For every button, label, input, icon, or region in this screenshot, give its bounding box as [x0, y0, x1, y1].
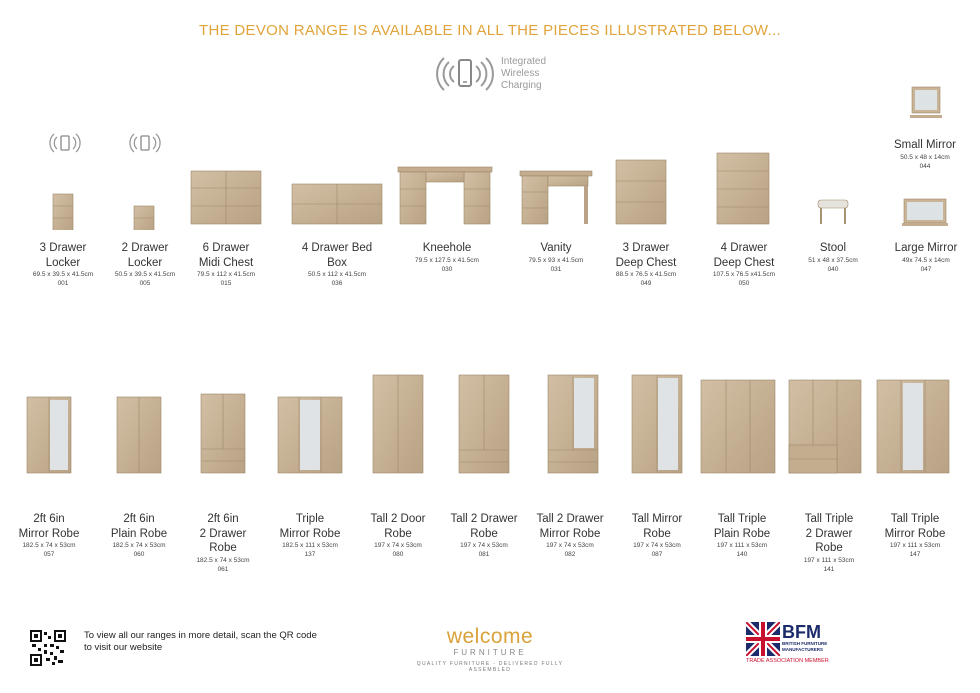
product-code: 137 — [304, 551, 316, 558]
product-dimensions: 107.5 x 76.5 x41.5cm — [712, 271, 776, 278]
product-code: 080 — [392, 551, 404, 558]
product-name: 2 Drawer — [199, 527, 247, 540]
product-dimensions: 50.5 x 112 x 41.5cm — [307, 271, 367, 278]
product-code: 047 — [920, 265, 932, 273]
product-item — [438, 512, 530, 559]
product-name: Robe — [470, 527, 498, 540]
product-name: 2 Drawer — [121, 242, 169, 254]
product-item — [696, 512, 788, 559]
product-name: Stool — [819, 242, 847, 254]
product-item — [3, 512, 95, 559]
union-flag-icon — [746, 622, 780, 656]
product-item — [397, 241, 497, 274]
product-code: 082 — [564, 551, 576, 558]
product-dimensions: 51 x 48 x 37.5cm — [808, 256, 858, 264]
product-item — [352, 512, 444, 559]
product-name: 2ft 6in — [207, 513, 239, 525]
product-code: 040 — [827, 265, 839, 273]
product-name: Plain Robe — [110, 527, 168, 540]
product-name: Locker — [45, 256, 81, 269]
product-dimensions: 197 x 111 x 53cm — [716, 542, 768, 549]
four-drawer-bed-box-image — [292, 184, 382, 224]
product-name: 2ft 6in — [33, 513, 65, 525]
product-dimensions: 50.5 x 39.5 x 41.5cm — [114, 271, 176, 278]
product-dimensions: 197 x 111 x 53cm — [889, 542, 941, 549]
product-dimensions: 182.5 x 74 x 53cm — [22, 542, 76, 549]
product-name: Kneehole — [422, 242, 472, 254]
product-name: Tall Mirror — [631, 513, 683, 525]
product-code: 015 — [220, 280, 232, 287]
product-name: Box — [327, 256, 347, 269]
product-item — [177, 512, 269, 574]
three-drawer-locker-image — [53, 194, 73, 230]
two-drawer-locker-image — [134, 206, 154, 230]
product-dimensions: 182.5 x 111 x 53cm — [282, 542, 338, 549]
welcome-furniture-logo: welcome FURNITURE QUALITY FURNITURE - DELIVERED FULLY ASSEMBLED — [416, 625, 564, 673]
product-item — [287, 241, 387, 288]
product-name: Tall Triple — [717, 513, 767, 525]
row2-illustrations — [0, 370, 980, 510]
product-code: 031 — [550, 265, 562, 273]
two-drawer-robe-image — [201, 394, 245, 473]
product-dimensions: 197 x 74 x 53cm — [374, 542, 422, 549]
plain-robe-image — [117, 397, 161, 473]
product-name: Mirror Robe — [884, 527, 946, 540]
stool-image — [818, 200, 848, 224]
tall-mirror-robe-image — [632, 375, 682, 473]
product-dimensions: 182.5 x 74 x 53cm — [112, 542, 166, 549]
product-item — [264, 512, 356, 559]
product-name: 3 Drawer — [39, 242, 87, 254]
product-code: 060 — [133, 551, 145, 558]
row1-illustrations — [0, 80, 980, 230]
product-item — [876, 241, 976, 274]
product-code: 061 — [217, 565, 229, 573]
wireless-charging-label: Integrated Wireless Charging — [501, 56, 547, 91]
product-name: 4 Drawer Bed — [301, 242, 373, 254]
product-code: 057 — [43, 551, 55, 558]
product-name: Robe — [209, 542, 237, 554]
product-item — [783, 512, 875, 574]
product-name: Plain Robe — [713, 527, 771, 540]
product-item — [783, 241, 883, 274]
bfm-logo: BFM BRITISH FURNITURE MANUFACTURERS TRADE ASSOCIATION MEMBER — [746, 622, 829, 664]
product-code: 036 — [331, 280, 343, 287]
six-drawer-midi-chest-image — [191, 171, 261, 224]
product-code: 050 — [738, 280, 750, 287]
product-name: Tall 2 Drawer — [536, 513, 604, 525]
product-name: Tall Triple — [890, 513, 940, 525]
page-heading: THE DEVON RANGE IS AVAILABLE IN ALL THE PIECES ILLUSTRATED BELOW... — [199, 22, 781, 39]
vanity-image — [520, 171, 592, 224]
product-code: 005 — [139, 280, 151, 287]
product-item — [93, 512, 185, 559]
product-name: Vanity — [540, 242, 572, 254]
product-dimensions: 182.5 x 74 x 53cm — [196, 556, 250, 564]
triple-mirror-robe-image — [278, 397, 342, 473]
product-dimensions: 197 x 74 x 53cm — [460, 542, 508, 549]
product-code: 081 — [478, 551, 490, 558]
tall-triple-plain-robe-image — [701, 380, 775, 473]
tall-triple-two-drawer-robe-image — [789, 380, 861, 473]
product-name: Mirror Robe — [18, 527, 80, 540]
product-name: 4 Drawer — [720, 242, 768, 254]
product-item — [694, 241, 794, 288]
product-code: 049 — [640, 280, 652, 287]
product-item — [611, 512, 703, 559]
product-name: Tall Triple — [804, 513, 854, 525]
product-name: Robe — [815, 542, 843, 554]
three-drawer-deep-chest-image — [616, 160, 666, 224]
kneehole-image — [398, 167, 492, 224]
product-code: 001 — [57, 280, 69, 287]
product-name: Mirror Robe — [279, 527, 341, 540]
product-item — [524, 512, 616, 559]
product-name: Robe — [643, 527, 671, 540]
product-item — [869, 512, 961, 559]
product-name: Mirror Robe — [539, 527, 601, 540]
product-name: Tall 2 Door — [370, 513, 426, 525]
product-name: Tall 2 Drawer — [450, 513, 518, 525]
product-dimensions: 79.5 x 127.5 x 41.5cm — [415, 256, 479, 264]
product-code: 141 — [823, 565, 835, 573]
product-name: Robe — [384, 527, 412, 540]
product-dimensions: 88.5 x 76.5 x 41.5cm — [615, 271, 677, 278]
product-dimensions: 197 x 111 x 53cm — [803, 556, 855, 564]
small-mirror-image — [908, 85, 944, 123]
product-code: 030 — [441, 265, 453, 273]
product-name: 6 Drawer — [202, 242, 250, 254]
product-name: Deep Chest — [713, 256, 775, 269]
product-name: 3 Drawer — [622, 242, 670, 254]
product-dimensions: 197 x 74 x 53cm — [546, 542, 594, 549]
large-mirror-image — [902, 199, 948, 226]
product-name: Large Mirror — [894, 242, 958, 254]
qr-instructions: To view all our ranges in more detail, scan the QR code to visit our website — [84, 630, 317, 653]
product-name: Locker — [127, 256, 163, 269]
product-code: 147 — [909, 551, 921, 558]
product-dimensions: 197 x 74 x 53cm — [633, 542, 681, 549]
tall-two-door-robe-image — [373, 375, 423, 473]
product-dimensions: 49x 74.5 x 14cm — [902, 256, 950, 264]
four-drawer-deep-chest-image — [717, 153, 769, 224]
product-dimensions: 79.5 x 112 x 41.5cm — [196, 271, 256, 278]
product-code: 140 — [736, 551, 748, 558]
product-name: 2 Drawer — [805, 527, 853, 540]
product-name: 2ft 6in — [123, 513, 155, 525]
product-name: Triple — [295, 513, 325, 525]
product-dimensions: 79.5 x 93 x 41.5cm — [528, 256, 584, 264]
product-item — [506, 241, 606, 274]
product-name: Midi Chest — [198, 256, 254, 269]
product-code: 087 — [651, 551, 663, 558]
qr-code-icon[interactable] — [30, 630, 66, 666]
small-mirror-item: Small Mirror 50.5 x 48 x 14cm 044 — [894, 139, 956, 170]
product-item — [596, 241, 696, 288]
product-name: Deep Chest — [615, 256, 677, 269]
tall-two-drawer-robe-image — [459, 375, 509, 473]
product-dimensions: 69.5 x 39.5 x 41.5cm — [32, 271, 94, 278]
tall-two-drawer-mirror-robe-image — [548, 375, 598, 473]
product-item — [176, 241, 276, 288]
tall-triple-mirror-robe-image — [877, 380, 949, 473]
mirror-robe-image — [27, 397, 71, 473]
